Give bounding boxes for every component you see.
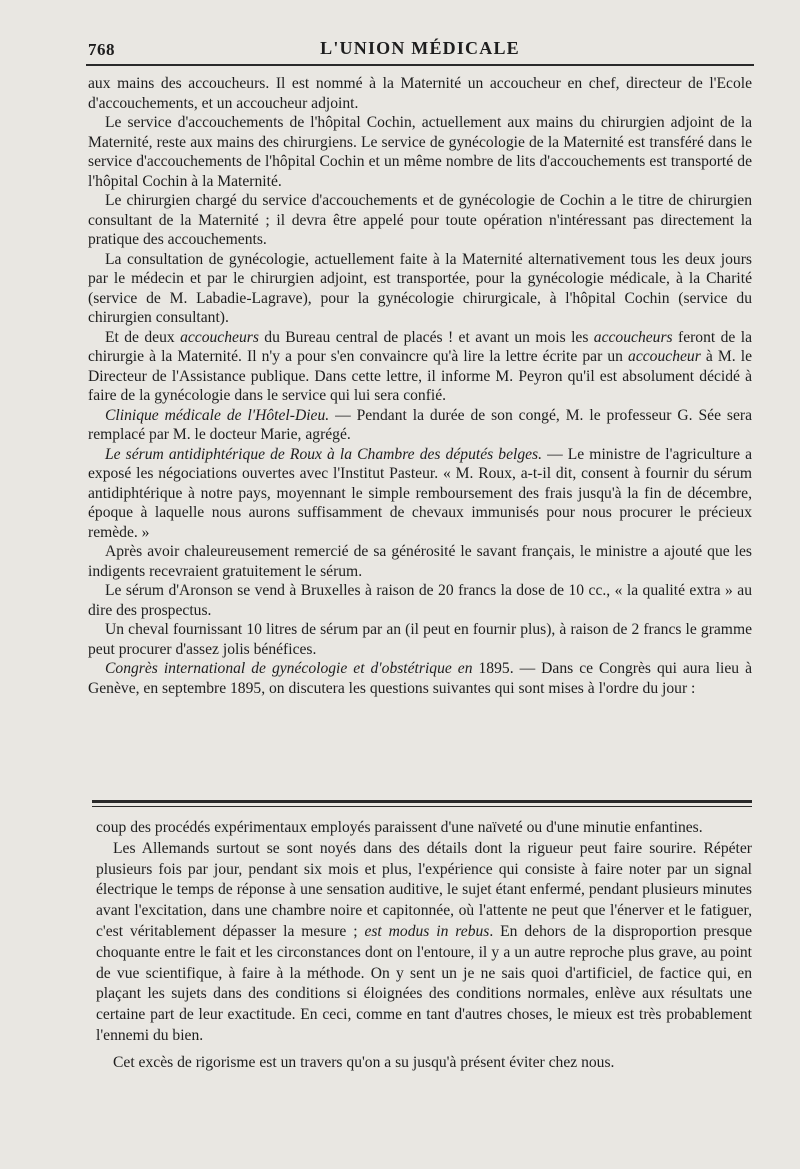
paragraph-serum-aronson: Le sérum d'Aronson se vend à Bruxelles à raison de 20 francs la dose de 10 cc., « la qualité extra » au dire des prospectus. <box>88 582 752 619</box>
feuilleton-separator <box>92 800 752 807</box>
news-serum-belgique: Le sérum antidiphtérique de Roux à la Chambre des députés belges. — Le ministre de l'agriculture a exposé les négociations ouvertes avec l'Institut Pasteur. « M. Roux, a-t-il dit, consent à fournir du sérum antidiphtérique à notre pays, moyennant le simple remboursement des frais jusqu'à la fin de décembre, époque à laquelle nous aurons suffisamment de chevaux immunisés pour nous procurer le précieux remède. » <box>88 445 752 541</box>
news-title: Congrès international de gynécologie et d'obstétrique en <box>105 660 473 677</box>
feuilleton-paragraph: Cet excès de rigorisme est un travers qu'on a su jusqu'à présent éviter chez nous. <box>113 1053 615 1071</box>
page-number: 768 <box>88 40 115 59</box>
paragraph-ministre: Après avoir chaleureusement remercié de sa générosité le savant français, le ministre a ajouté que les indigents recevraient gratuitement le sérum. <box>88 543 752 580</box>
feuilleton-column <box>96 818 752 1074</box>
header-rule <box>86 64 754 66</box>
news-title: Clinique médicale de l'Hôtel-Dieu. <box>105 406 330 424</box>
running-title: L'UNION MÉDICALE <box>320 38 520 58</box>
news-congres-geneve: Congrès international de gynécologie et d'obstétrique en 1895. — Dans ce Congrès qui aura lieu à Genève, en septembre 1895, on discutera les questions suivantes qui sont mises à l'ordre du jour : <box>88 660 752 697</box>
news-clinique-hotel-dieu: Clinique médicale de l'Hôtel-Dieu. — Pendant la durée de son congé, M. le professeur G. Sée sera remplacé par M. le docteur Marie, agrégé. <box>88 406 753 443</box>
paragraph-cochin-service: Le service d'accouchements de l'hôpital Cochin, actuellement aux mains du chirurgien adjoint de la Maternité, reste aux mains des chirurgiens. Le service de gynécologie de la Maternité est transféré dans le service d'accouchements de l'hôpital Cochin et un même nombre de lits d'accouchements est transporté de l'hôpital Cochin à la Maternité. <box>88 114 752 190</box>
main-column <box>88 74 752 698</box>
news-title: Le sérum antidiphtérique de Roux à la Chambre des députés belges. <box>105 445 543 463</box>
paragraph-cheval: Un cheval fournissant 10 litres de sérum par an (il peut en fournir plus), à raison de 2 francs le gramme peut procurer d'assez jolis bénéfices. <box>88 621 752 658</box>
paragraph-chirurgien-consultant: Le chirurgien chargé du service d'accouchements et de gynécologie de Cochin a le titre de chirurgien consultant de la Maternité ; il devra être appelé pour toute opération n'intéressant pas directement la pratique des accouchements. <box>88 192 752 248</box>
feuilleton-paragraph: coup des procédés expérimentaux employés paraissent d'une naïveté ou d'une minutie enfantines. <box>96 819 703 836</box>
feuilleton-paragraph: Les Allemands surtout se sont noyés dans des détails dont la rigueur peut faire sourire. Répéter plusieurs fois par jour, pendant six mois et plus, l'expérience qui consiste à faire noter par un signal électrique le temps de réponse à une sensation auditive, le sujet étant enfermé, pendant plusieurs minutes avant l'excitation, dans une chambre noire et capitonnée, où l'attente ne peut que l'énerver et le fatiguer, c'est véritablement dépasser la mesure ; est modus in rebus. En dehors de la disproportion presque choquante entre le fait et les circonstances dont on l'entoure, il y a un autre reproche plus grave, au point de vue scientifique, à faire à la méthode. On y sent un je ne sais quoi d'artificiel, de factice qui, en plaçant les sujets dans des conditions si éloignées des conditions normales, enlève aux résultats une certaine part de leur exactitude. En ceci, comme en tant d'autres choses, le mieux est très probablement l'ennemi du bien. <box>96 839 752 1044</box>
page-header <box>88 34 752 64</box>
paragraph-accoucheurs: Et de deux accoucheurs du Bureau central de placés ! et avant un mois les accoucheurs feront de la chirurgie à la Maternité. Il n'y a pour s'en convaincre qu'à lire la lettre écrite par un accoucheur à M. le Directeur de l'Assistance publique. Dans cette lettre, il informe M. Peyron qu'il est absolument décidé à faire de la gynécologie dans le service qui lui sera confié. <box>88 328 752 404</box>
paragraph-consultation-gynecologie: La consultation de gynécologie, actuellement faite à la Maternité alternativement tous les deux jours par le médecin et par le chirurgien adjoint, est transportée, pour la gynécologie médicale, à la Charité (service de M. Labadie-Lagrave), pour la gynécologie chirurgicale, à l'hôpital Cochin (service du chirurgien consultant). <box>88 250 752 326</box>
paragraph-continuation: aux mains des accoucheurs. Il est nommé à la Maternité un accoucheur en chef, directeur de l'Ecole d'accouchements, et un accoucheur adjoint. <box>88 75 752 112</box>
